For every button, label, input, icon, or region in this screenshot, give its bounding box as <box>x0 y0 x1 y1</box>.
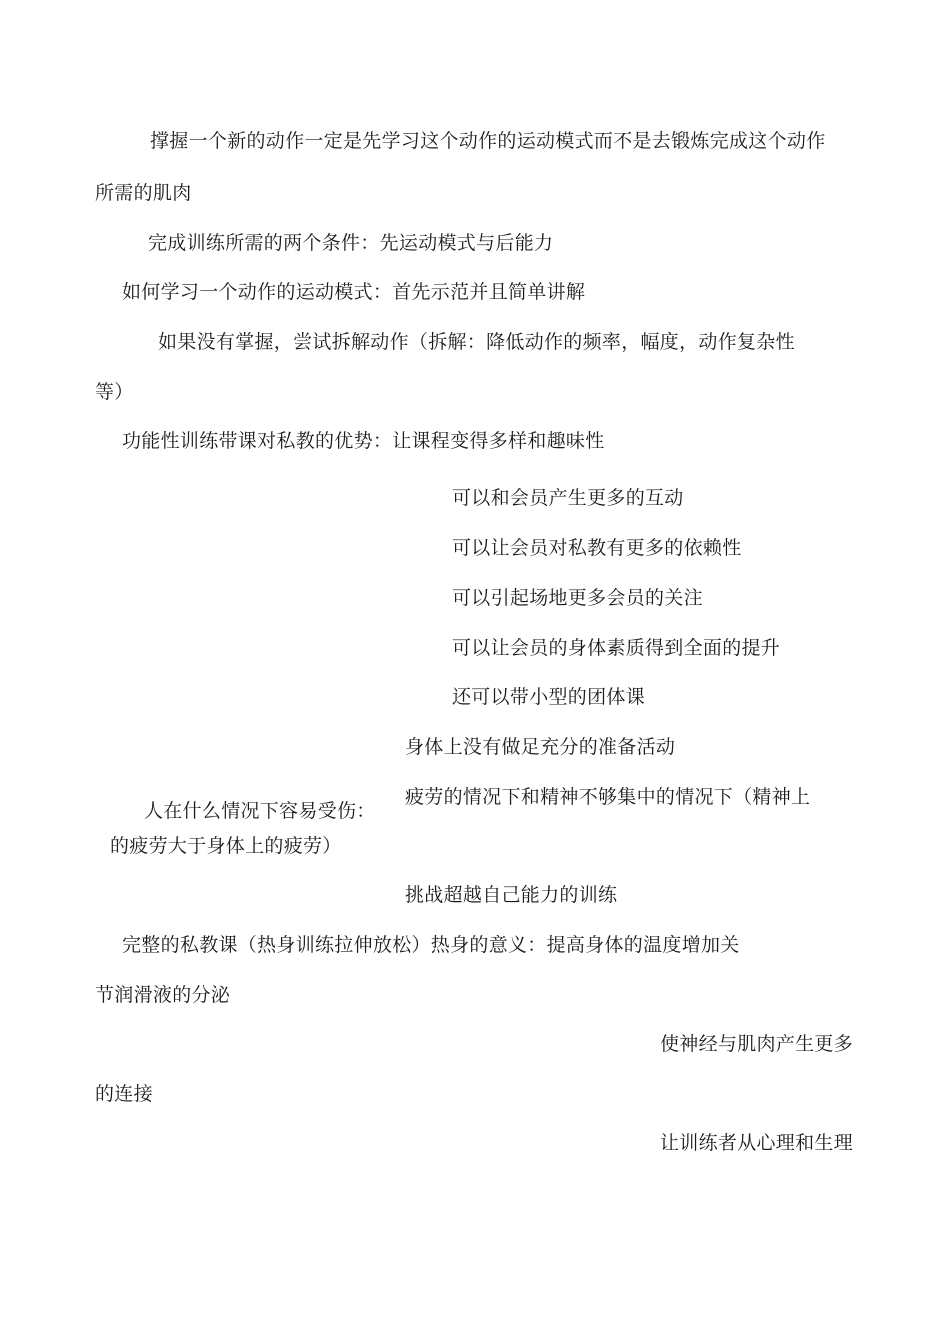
advantages-heading: 功能性训练带课对私教的优势：让课程变得多样和趣味性 <box>122 430 605 452</box>
advantage-item: 可以让会员对私教有更多的依赖性 <box>452 537 742 559</box>
warmup-line: 使神经与肌肉产生更多 <box>660 1033 854 1055</box>
injury-reason: 身体上没有做足充分的准备活动 <box>405 736 676 758</box>
warmup-line: 的连接 <box>95 1083 153 1105</box>
warmup-line: 节润滑液的分泌 <box>95 984 231 1006</box>
injury-reason: 疲劳的情况下和精神不够集中的情况下（精神上 <box>405 786 811 808</box>
advantage-item: 可以让会员的身体素质得到全面的提升 <box>452 637 781 659</box>
advantage-item: 可以引起场地更多会员的关注 <box>452 587 703 609</box>
paragraph-line: 如果没有掌握，尝试拆解动作（拆解：降低动作的频率，幅度，动作复杂性 <box>158 331 795 353</box>
paragraph-line: 如何学习一个动作的运动模式：首先示范并且简单讲解 <box>122 281 586 303</box>
warmup-line: 让训练者从心理和生理 <box>660 1132 854 1154</box>
paragraph-line: 等） <box>95 381 134 403</box>
injury-heading: 人在什么情况下容易受伤： <box>144 800 376 822</box>
injury-reason: 的疲劳大于身体上的疲劳） <box>110 835 342 857</box>
paragraph-line: 所需的肌肉 <box>95 182 192 204</box>
injury-reason: 挑战超越自己能力的训练 <box>405 884 618 906</box>
paragraph-line: 完成训练所需的两个条件：先运动模式与后能力 <box>148 232 554 254</box>
advantage-item: 可以和会员产生更多的互动 <box>452 487 684 509</box>
paragraph-line: 撑握一个新的动作一定是先学习这个动作的运动模式而不是去锻炼完成这个动作 <box>150 130 826 152</box>
warmup-line: 完整的私教课（热身训练拉伸放松）热身的意义：提高身体的温度增加关 <box>122 934 740 956</box>
advantage-item: 还可以带小型的团体课 <box>452 686 646 708</box>
